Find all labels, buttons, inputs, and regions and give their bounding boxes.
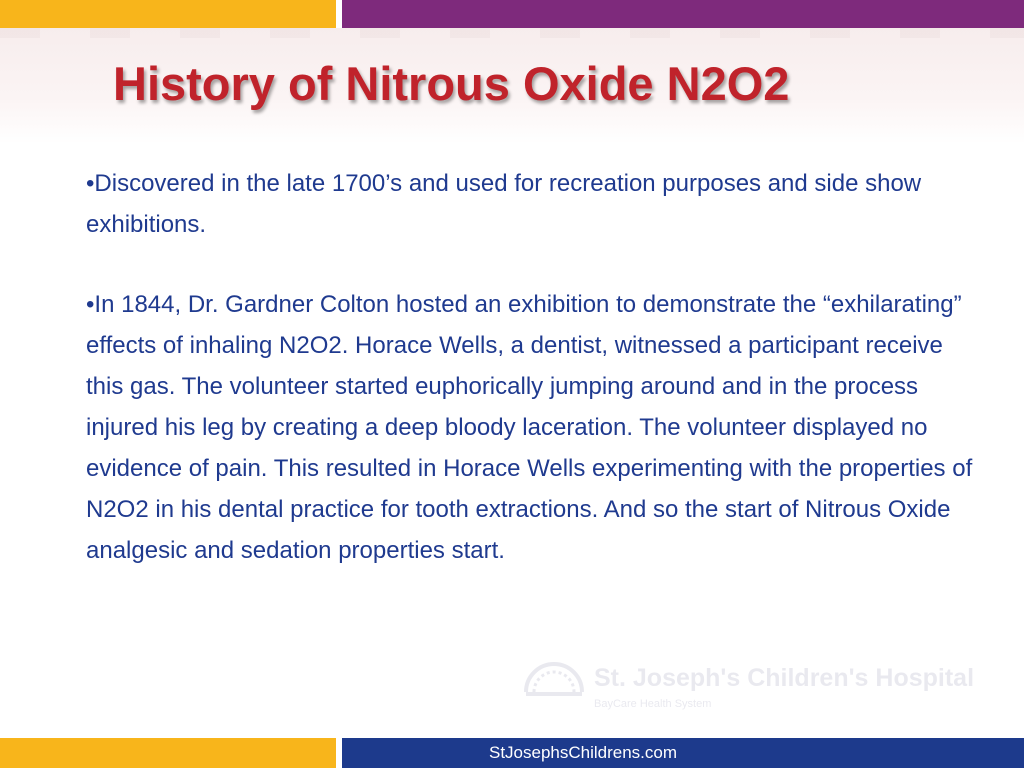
top-accent-bar-purple [342, 0, 1024, 28]
bottom-accent-bar-yellow [0, 738, 336, 768]
watermark-hospital-name: St. Joseph's Children's Hospital [594, 664, 975, 692]
bullet-item [86, 163, 976, 245]
bullet-text: In 1844, Dr. Gardner Colton hosted an exhibition to demonstrate the “exhilarating” effects of inhaling N2O2. Horace Wells, a dentist, witnessed a participant receive this gas. The volunteer started euphorically jumping around and in the process injured his leg by creating a deep bloody laceration. The volunteer displayed no evidence of pain. This resulted in Horace Wells experimenting with the properties of N2O2 in his dental practice for tooth extractions. And so the start of Nitrous Oxide analgesic and sedation properties start. [86, 291, 973, 564]
footer-url: StJosephsChildrens.com [488, 743, 678, 762]
bullet-item [86, 284, 976, 571]
bullet-marker: • [86, 291, 95, 318]
watermark-subtitle: BayCare Health System [594, 698, 712, 710]
top-accent-bar-yellow [0, 0, 336, 28]
bullet-marker: • [86, 170, 95, 197]
hospital-arc-icon [522, 652, 586, 698]
slide-title: History of Nitrous Oxide N2O2 [113, 57, 790, 110]
slide-body [86, 163, 976, 610]
bullet-text: Discovered in the late 1700’s and used for recreation purposes and side show exhibitions. [86, 170, 922, 238]
hospital-logo-watermark [520, 650, 990, 720]
